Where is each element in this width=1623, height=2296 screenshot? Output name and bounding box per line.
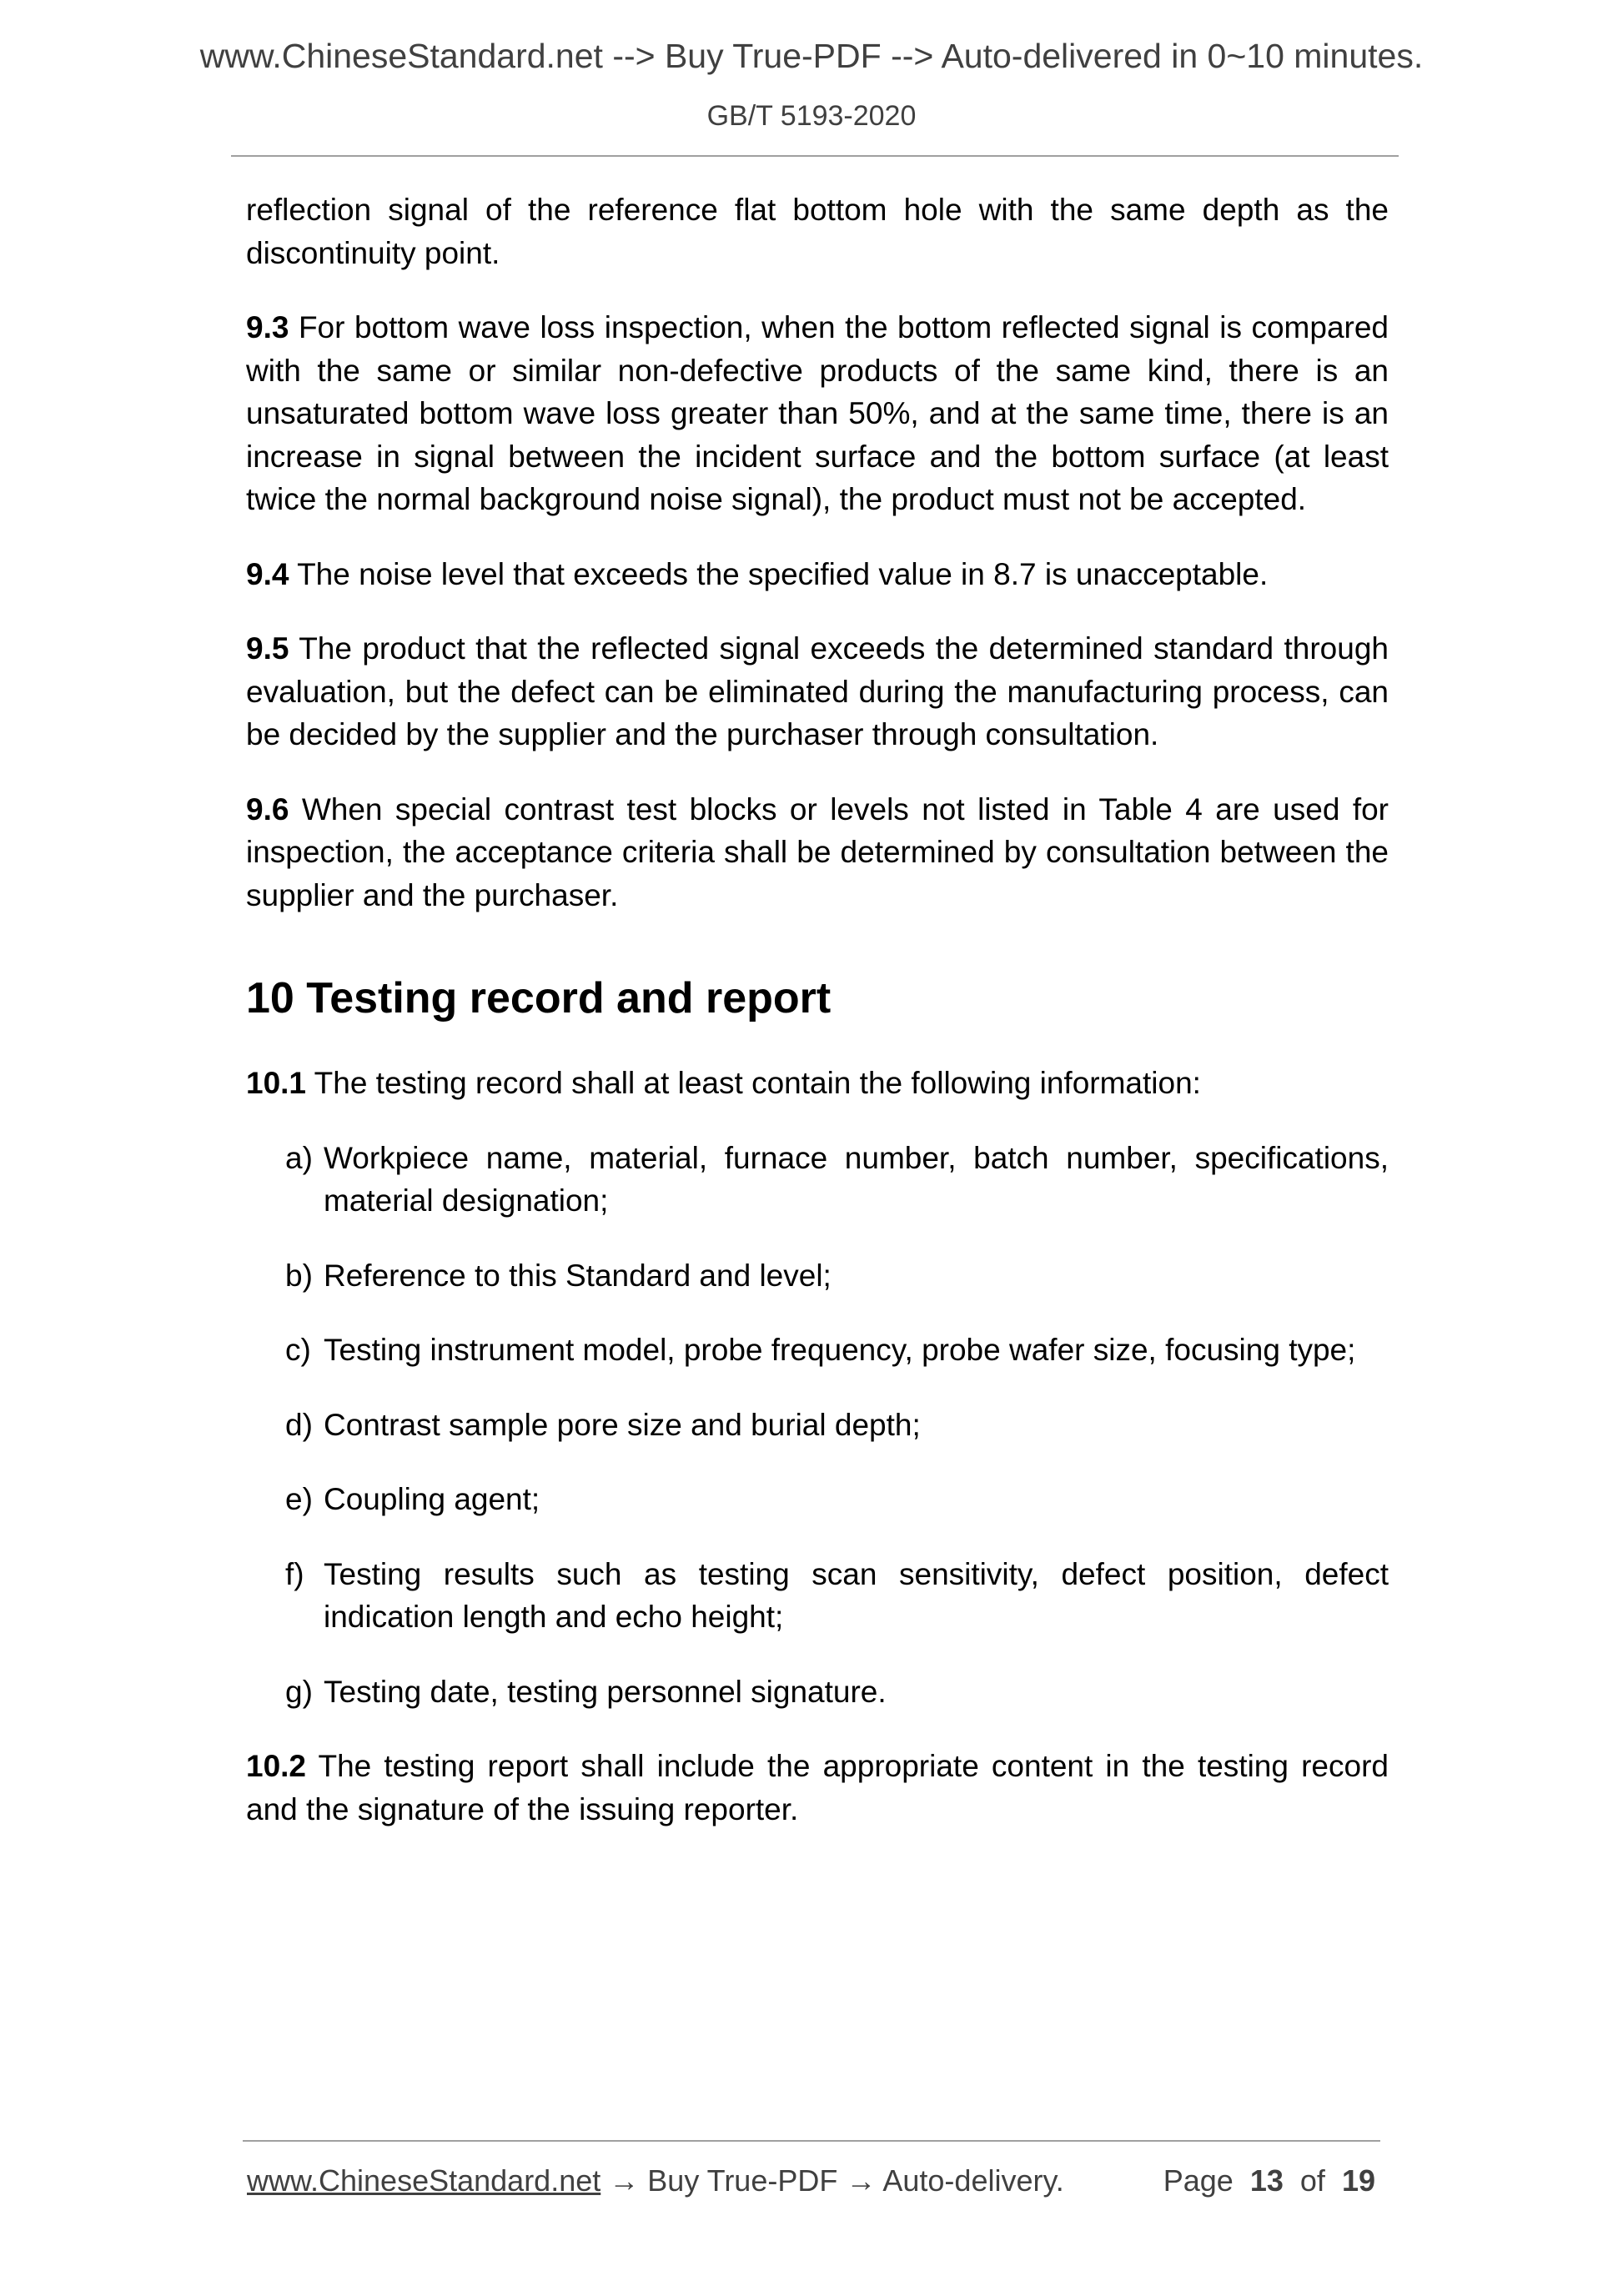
list-item [285,1671,1389,1714]
footer-divider [243,2140,1380,2142]
arrow-right-icon: → [846,2163,877,2198]
clause-number: 10.1 [246,1066,307,1100]
list-marker: f) [285,1556,304,1591]
clause-9-6 [246,788,1389,917]
clause-number: 9.4 [246,556,289,591]
footer-delivery-text: Auto-delivery. [882,2163,1064,2198]
clause-number: 10.2 [246,1749,307,1783]
page-total: 19 [1341,2163,1375,2198]
continuation-paragraph: reflection signal of the reference flat bottom hole with the same depth as the discontinuity point. [246,193,1389,270]
clause-text: The product that the reflected signal exceeds the determined standard through evaluation, but the defect can be eliminated during the manufacturing process, can be decided by the supplier and the purchaser through consultation. [246,631,1389,751]
list-marker: g) [285,1674,313,1709]
page-label: Page [1163,2163,1234,2198]
clause-9-5 [246,627,1389,756]
header-banner: www.ChineseStandard.net --> Buy True-PDF --> Auto-delivered in 0~10 minutes. [199,37,1424,75]
clause-10-1 [246,1062,1389,1105]
of-label: of [1299,2163,1325,2198]
list-marker: b) [285,1258,313,1293]
list-item-text: Reference to this Standard and level; [324,1258,832,1293]
clause-text: When special contrast test blocks or levels not listed in Table 4 are used for inspection, the acceptance criteria shall be determined by consultation between the supplier and the purchaser. [246,791,1389,912]
list-item [285,1254,1389,1298]
list-item-text: Contrast sample pore size and burial depth; [324,1407,921,1442]
list-item-text: Workpiece name, material, furnace number, batch number, specifications, material designation; [324,1140,1389,1218]
page-number [1163,2163,1375,2198]
clause-9-3 [246,306,1389,521]
section-heading: 10 Testing record and report [246,974,832,1022]
page-footer [247,2163,1384,2198]
list-marker: e) [285,1482,313,1516]
page-current: 13 [1249,2163,1284,2198]
clause-9-4 [246,553,1389,596]
clause-text: The noise level that exceeds the specified value in 8.7 is unacceptable. [297,556,1269,591]
footer-site-link[interactable]: www.ChineseStandard.net [247,2163,601,2198]
arrow-right-icon: → [609,2163,640,2198]
header-divider [231,155,1399,157]
standard-code: GB/T 5193-2020 [706,100,917,132]
clause-text: The testing record shall at least contain the following information: [314,1066,1201,1100]
clause-number: 9.3 [246,310,289,344]
clause-text: For bottom wave loss inspection, when the bottom reflected signal is compared with the same or similar non-defective products of the same kind, there is an unsaturated bottom wave loss greater than 50%, and at the same time, there is an increase in signal between the incident surface and the bottom surface (at least twice the normal background noise signal), the product must not be accepted. [246,310,1389,516]
list-item [285,1404,1389,1447]
clause-text: The testing report shall include the appropriate content in the testing record and the signature of the issuing reporter. [246,1749,1389,1826]
clause-number: 9.5 [246,631,289,666]
list-item-text: Coupling agent; [324,1482,540,1516]
list-item [285,1137,1389,1223]
list-marker: a) [285,1140,313,1175]
list-item-text: Testing date, testing personnel signature. [324,1674,887,1709]
clause-10-2 [246,1745,1389,1831]
list-item [285,1478,1389,1521]
page-content [246,188,1389,1862]
list-item-text: Testing results such as testing scan sensitivity, defect position, defect indication length and echo height; [324,1556,1389,1634]
clause-number: 9.6 [246,791,289,826]
list-item [285,1553,1389,1639]
list-item [285,1329,1389,1372]
list-marker: d) [285,1407,313,1442]
list-item-text: Testing instrument model, probe frequency, probe wafer size, focusing type; [324,1333,1356,1367]
list-marker: c) [285,1333,311,1367]
footer-buy-text: Buy True-PDF [647,2163,838,2198]
